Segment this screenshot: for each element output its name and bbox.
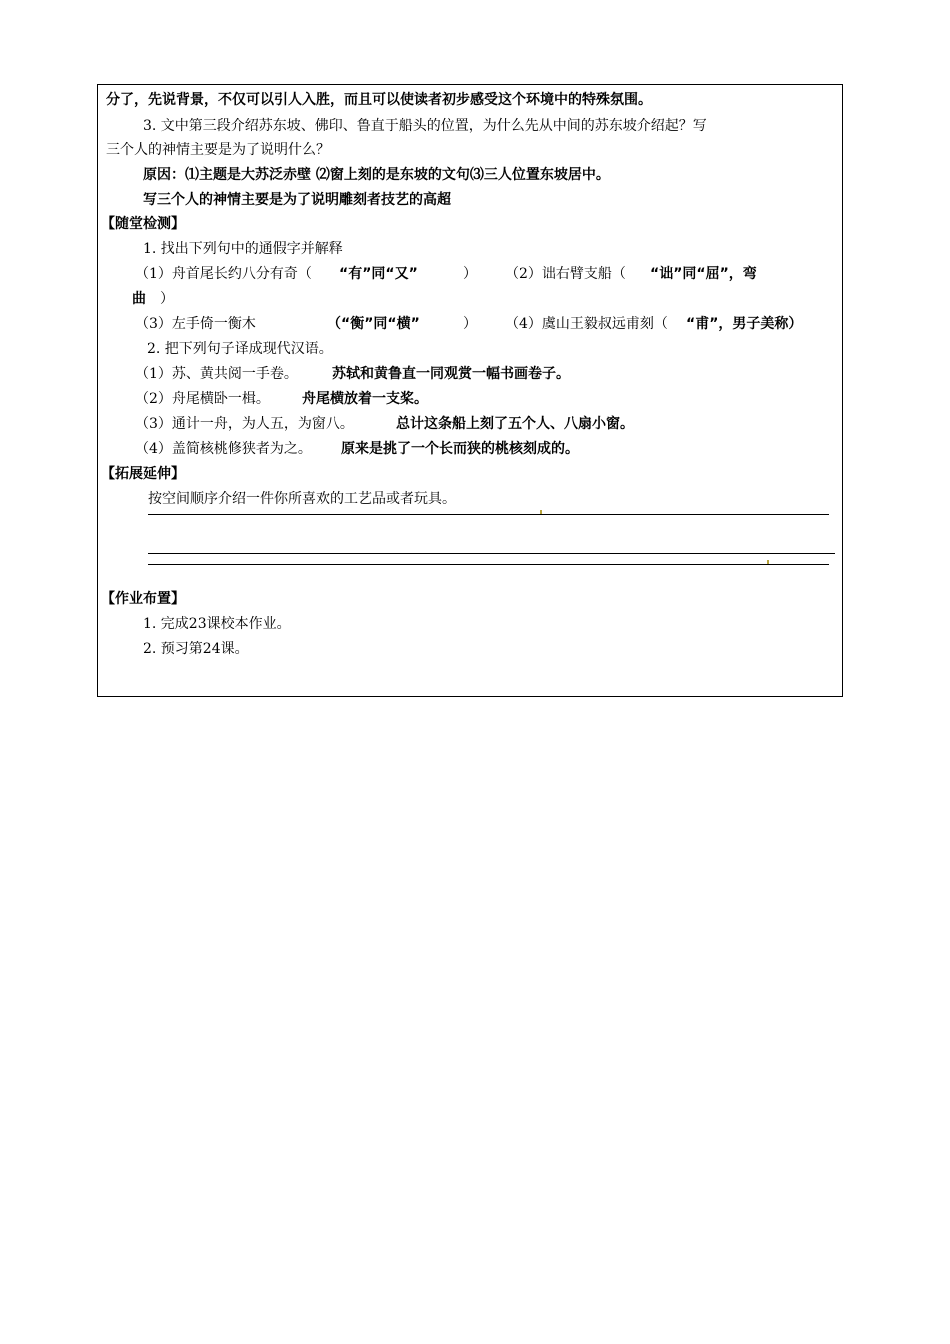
test-question-1-title: 1. 找出下列句中的通假字并解释	[143, 241, 343, 257]
item-3-sentence: （3）左手倚一衡木	[135, 316, 256, 332]
item-4-sentence: （4）虞山王毅叔远甫刻（	[505, 316, 668, 332]
caret-mark	[767, 560, 769, 564]
question-3-line-1: 3. 文中第三段介绍苏东坡、佛印、鲁直于船头的位置，为什么先从中间的苏东坡介绍起？写	[143, 118, 707, 134]
continued-answer-line: 分了，先说背景，不仅可以引人入胜，而且可以使读者初步感受这个环境中的特殊氛围。	[106, 92, 652, 108]
item-3-answer: （“衡”同“横”	[327, 316, 420, 332]
item-2-answer-cont: 曲	[132, 291, 146, 307]
answer-rule-1	[148, 514, 829, 515]
section-heading-extend: 【拓展延伸】	[101, 466, 185, 482]
item-4-answer: “甫”，男子美称）	[686, 316, 803, 332]
question-3-line-2: 三个人的神情主要是为了说明什么？	[106, 142, 330, 158]
homework-item-2: 2. 预习第24课。	[143, 641, 249, 657]
extend-prompt: 按空间顺序介绍一件你所喜欢的工艺品或者玩具。	[148, 491, 456, 507]
item-2-sentence: （2）诎右臂支船（	[505, 266, 626, 282]
section-heading-homework: 【作业布置】	[101, 591, 185, 607]
translation-2-original: （2）舟尾横卧一楫。	[135, 391, 270, 407]
test-question-2-title: 2. 把下列句子译成现代汉语。	[147, 341, 333, 357]
answer-rule-3	[148, 564, 829, 565]
item-1-sentence: （1）舟首尾长约八分有奇（	[135, 266, 312, 282]
translation-3-original: （3）通计一舟，为人五，为窗八。	[135, 416, 354, 432]
section-heading-test: 【随堂检测】	[101, 216, 185, 232]
item-1-answer: “有”同“又”	[339, 266, 418, 282]
translation-4-original: （4）盖简核桃修狭者为之。	[135, 441, 312, 457]
item-2-close: ）	[160, 291, 174, 307]
translation-4-answer: 原来是挑了一个长而狭的桃核刻成的。	[341, 441, 579, 457]
question-3-answer-reason: 原因：⑴主题是大苏泛赤壁 ⑵窗上刻的是东坡的文句⑶三人位置东坡居中。	[143, 167, 610, 183]
item-1-close: ）	[463, 266, 477, 282]
translation-2-answer: 舟尾横放着一支桨。	[302, 391, 428, 407]
question-3-answer-purpose: 写三个人的神情主要是为了说明雕刻者技艺的高超	[143, 192, 451, 208]
caret-mark	[540, 510, 542, 514]
translation-1-answer: 苏轼和黄鲁直一同观赏一幅书画卷子。	[332, 366, 570, 382]
translation-3-answer: 总计这条船上刻了五个人、八扇小窗。	[396, 416, 634, 432]
item-3-close: ）	[463, 316, 477, 332]
item-2-answer: “诎”同“屈”，弯	[650, 266, 757, 282]
answer-rule-2	[148, 553, 835, 554]
translation-1-original: （1）苏、黄共阅一手卷。	[135, 366, 298, 382]
homework-item-1: 1. 完成23课校本作业。	[143, 616, 291, 632]
